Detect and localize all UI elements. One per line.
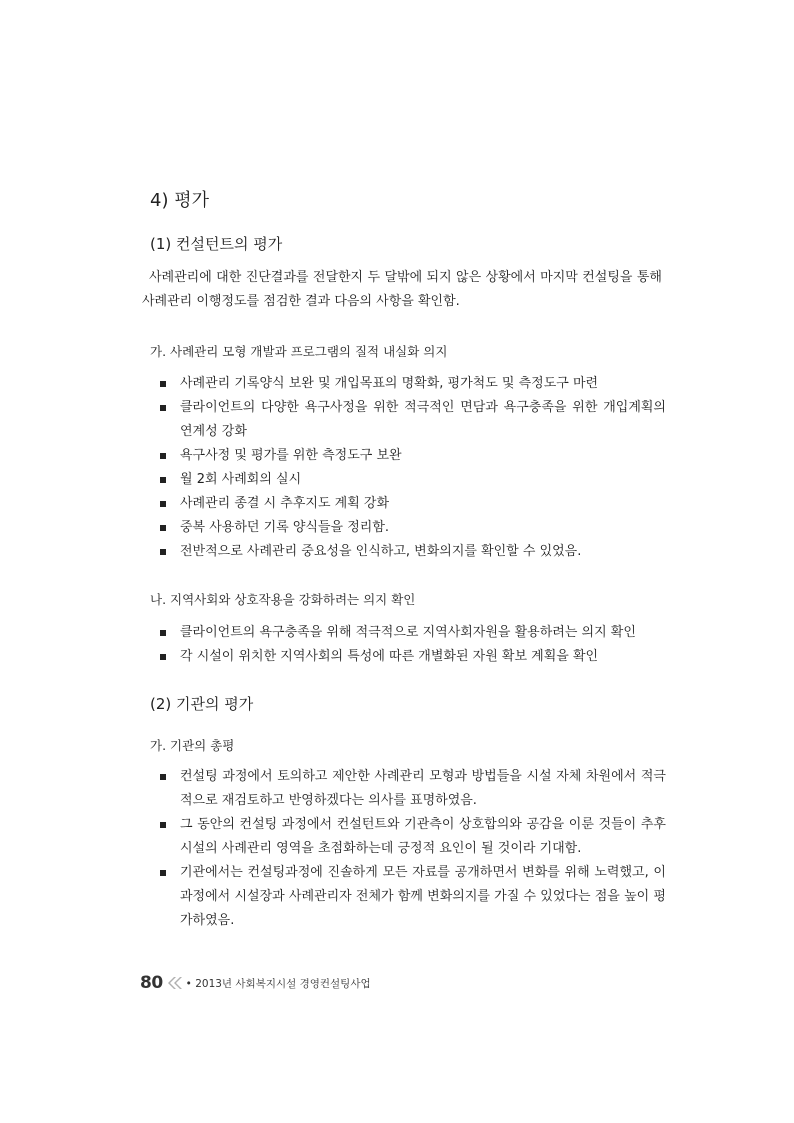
square-bullet-icon: [160, 654, 166, 660]
square-bullet-icon: [160, 774, 166, 780]
square-bullet-icon: [160, 477, 166, 483]
list-item: 사례관리 종결 시 추후지도 계획 강화: [156, 492, 666, 516]
agency-bullet-list: [156, 765, 666, 933]
page-number: 80: [140, 973, 163, 993]
consultant-intro-paragraph: [142, 266, 662, 314]
item-a-title: 가. 사례관리 모형 개발과 프로그램의 질적 내실화 의지: [150, 344, 448, 359]
double-chevron-left-icon: [166, 976, 182, 990]
list-item: 각 시설이 위치한 지역사회의 특성에 따른 개별화된 자원 확보 계획을 확인: [156, 645, 666, 669]
square-bullet-icon: [160, 630, 166, 636]
item-b-bullet-list: [156, 621, 666, 669]
square-bullet-icon: [160, 501, 166, 507]
consultant-evaluation-title: (1) 컨설턴트의 평가: [150, 235, 283, 253]
list-item: 중복 사용하던 기록 양식들을 정리함.: [156, 516, 666, 540]
list-item: 클라이언트의 욕구충족을 위해 적극적으로 지역사회자원을 활용하려는 의지 확인: [156, 621, 666, 645]
list-item: 욕구사정 및 평가를 위한 측정도구 보완: [156, 444, 666, 468]
square-bullet-icon: [160, 381, 166, 387]
list-item: 기관에서는 컨설팅과정에 진솔하게 모든 자료를 공개하면서 변화를 위해 노력했고, 이 과정에서 시설장과 사례관리자 전체가 함께 변화의지를 가질 수 있었다는 점을 높이 평가하였음.: [156, 861, 666, 933]
square-bullet-icon: [160, 822, 166, 828]
square-bullet-icon: [160, 870, 166, 876]
intro-text: 사례관리에 대한 진단결과를 전달한지 두 달밖에 되지 않은 상황에서 마지막 컨설팅을 통해 사례관리 이행정도를 점검한 결과 다음의 사항을 확인함.: [142, 270, 662, 309]
section-title: 4) 평가: [150, 190, 209, 211]
agency-evaluation-title: (2) 기관의 평가: [150, 695, 254, 713]
square-bullet-icon: [160, 549, 166, 555]
square-bullet-icon: [160, 525, 166, 531]
list-item: 월 2회 사례회의 실시: [156, 468, 666, 492]
agency-item-a-title: 가. 기관의 총평: [150, 738, 235, 753]
list-item: 컨설팅 과정에서 토의하고 제안한 사례관리 모형과 방법들을 시설 자체 차원에서 적극적으로 재검토하고 반영하겠다는 의사를 표명하였음.: [156, 765, 666, 813]
list-item: 그 동안의 컨설팅 과정에서 컨설턴트와 기관측이 상호합의와 공감을 이룬 것들이 추후 시설의 사례관리 영역을 초점화하는데 긍정적 요인이 될 것이라 기대함.: [156, 813, 666, 861]
item-b-title: 나. 지역사회와 상호작용을 강화하려는 의지 확인: [150, 592, 416, 607]
item-a-bullet-list: [156, 372, 666, 564]
square-bullet-icon: [160, 453, 166, 459]
page-footer: [140, 973, 371, 993]
footer-text: • 2013년 사회복지시설 경영컨설팅사업: [185, 977, 371, 990]
list-item: 전반적으로 사례관리 중요성을 인식하고, 변화의지를 확인할 수 있었음.: [156, 540, 666, 564]
list-item: 사례관리 기록양식 보완 및 개입목표의 명확화, 평가척도 및 측정도구 마련: [156, 372, 666, 396]
list-item: 클라이언트의 다양한 욕구사정을 위한 적극적인 면담과 욕구충족을 위한 개입계획의 연계성 강화: [156, 396, 666, 444]
square-bullet-icon: [160, 405, 166, 411]
